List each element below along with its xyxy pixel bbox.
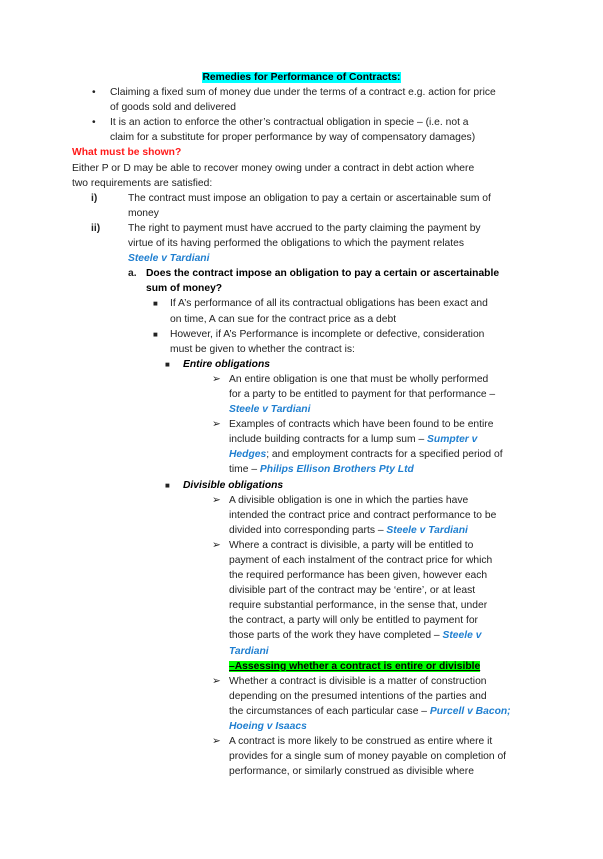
arrow-bullet-item — [0, 372, 603, 417]
text-segment: divided into corresponding parts – — [229, 524, 387, 536]
case-citation: Steele v Tardiani — [128, 253, 210, 265]
list-marker: a. — [128, 268, 137, 280]
case-citation: Hoeing v Isaacs — [229, 721, 307, 733]
text-line — [0, 764, 603, 779]
line-text — [183, 478, 283, 493]
text-line — [0, 432, 603, 447]
list-marker: ■ — [165, 359, 170, 369]
arrow-bullet-item — [0, 417, 603, 477]
text-line — [0, 674, 603, 689]
text-segment: Divisible obligations — [183, 479, 284, 491]
line-text — [72, 145, 181, 160]
text-line — [0, 327, 603, 342]
numbered-requirement — [0, 191, 603, 221]
list-marker: • — [92, 87, 96, 99]
line-text — [170, 312, 396, 327]
text-segment: Entire obligations — [183, 358, 270, 370]
line-text — [229, 523, 468, 538]
text-segment: The contract must impose an obligation to pay a certain or ascertainable sum of — [128, 192, 491, 204]
text-segment: An entire obligation is one that must be wholly performed — [229, 373, 489, 385]
text-line — [0, 221, 603, 236]
text-line — [0, 523, 603, 538]
text-line — [0, 161, 603, 176]
line-text — [229, 659, 480, 674]
text-line — [0, 447, 603, 462]
text-segment: the required performance has been given, however each — [229, 570, 488, 582]
text-line — [0, 100, 603, 115]
text-line — [0, 130, 603, 145]
text-segment: ; and employment contracts for a specified period of — [266, 449, 503, 461]
text-line — [0, 251, 603, 266]
text-segment: What must be shown? — [72, 147, 182, 159]
document-title — [0, 70, 603, 85]
list-marker: • — [92, 117, 96, 129]
list-marker: ➢ — [212, 736, 221, 748]
list-marker: ■ — [165, 480, 170, 490]
line-text — [229, 644, 269, 659]
line-text — [72, 176, 212, 191]
case-citation: Hedges — [229, 449, 267, 461]
text-line — [0, 296, 603, 311]
arrow-bullet-item — [0, 538, 603, 659]
line-text — [128, 251, 209, 266]
text-line — [0, 719, 603, 734]
text-line — [0, 644, 603, 659]
text-segment: of goods sold and delivered — [110, 102, 236, 114]
line-text — [229, 372, 488, 387]
text-line — [0, 704, 603, 719]
text-line — [0, 568, 603, 583]
line-text — [229, 613, 478, 628]
text-line — [0, 176, 603, 191]
list-marker: ➢ — [212, 494, 221, 506]
text-segment: Does the contract impose an obligation to pay a certain or ascertainable — [146, 268, 500, 280]
text-line — [0, 281, 603, 296]
line-text — [128, 191, 491, 206]
arrow-bullet-item — [0, 734, 603, 779]
line-text — [229, 583, 475, 598]
list-marker: ➢ — [212, 539, 221, 551]
text-segment: two requirements are satisfied: — [72, 177, 213, 189]
text-segment: depending on the presumed intentions of the parties and — [229, 690, 487, 702]
text-segment: must be given to whether the contract is: — [170, 343, 355, 355]
line-text — [229, 568, 487, 583]
sub-question — [0, 266, 603, 296]
line-text — [110, 85, 496, 100]
text-segment: divisible part of the contract may be ‘entire’, or at least — [229, 585, 476, 597]
text-segment: require substantial performance, in the sense that, under — [229, 600, 488, 612]
line-text — [229, 674, 487, 689]
text-segment: on time, A can sue for the contract price as a debt — [170, 313, 397, 325]
text-segment: It is an action to enforce the other’s contractual obligation in specie – (i.e. not a — [110, 117, 469, 129]
line-text — [170, 342, 355, 357]
text-line — [0, 372, 603, 387]
line-text — [72, 161, 474, 176]
case-citation: Steele v — [442, 630, 482, 642]
text-segment: The right to payment must have accrued to the party claiming the payment by — [128, 222, 481, 234]
text-line — [0, 689, 603, 704]
list-marker: ■ — [153, 329, 158, 339]
text-line — [0, 659, 603, 674]
text-segment: –Assessing whether a contract is entire or divisible — [229, 660, 481, 672]
line-text — [229, 417, 493, 432]
line-text — [128, 236, 464, 251]
line-text — [110, 115, 469, 130]
line-text — [229, 538, 473, 553]
line-text — [229, 734, 492, 749]
text-segment: Whether a contract is divisible is a matter of construction — [229, 675, 487, 687]
text-line — [0, 553, 603, 568]
line-text — [229, 387, 495, 402]
text-line — [0, 493, 603, 508]
case-citation: Steele v Tardiani — [386, 524, 468, 536]
text-line — [0, 508, 603, 523]
text-segment: those parts of the work they have completed – — [229, 630, 443, 642]
obligation-type-heading — [0, 357, 603, 372]
text-segment: A contract is more likely to be construed as entire where it — [229, 736, 493, 748]
text-segment: performance, or similarly construed as divisible where — [229, 766, 474, 778]
text-line — [0, 478, 603, 493]
text-line — [0, 266, 603, 281]
line-text — [229, 493, 468, 508]
text-line — [0, 613, 603, 628]
line-text — [0, 70, 603, 85]
line-text — [146, 281, 222, 296]
text-segment: Where a contract is divisible, a party will be entitled to — [229, 539, 474, 551]
square-bullet-item — [0, 327, 603, 357]
arrow-bullet-item — [0, 674, 603, 734]
text-line — [0, 417, 603, 432]
text-segment: Remedies for Performance of Contracts: — [202, 72, 401, 83]
line-text — [229, 508, 496, 523]
numbered-requirement — [0, 221, 603, 266]
list-marker: ■ — [153, 299, 158, 309]
text-segment: include building contracts for a lump sum – — [229, 434, 428, 446]
line-text — [229, 628, 481, 643]
line-text — [229, 719, 307, 734]
text-segment: Claiming a fixed sum of money due under the terms of a contract e.g. action for price — [110, 87, 496, 99]
bullet-item — [0, 85, 603, 115]
text-line — [0, 115, 603, 130]
line-text — [229, 598, 487, 613]
text-line — [0, 749, 603, 764]
case-citation: Philips Ellison Brothers Pty Ltd — [259, 464, 414, 476]
text-line — [0, 70, 603, 85]
line-text — [229, 447, 503, 462]
text-line — [0, 598, 603, 613]
case-citation: Steele v Tardiani — [229, 404, 311, 416]
text-segment: A divisible obligation is one in which the parties have — [229, 494, 469, 506]
text-line — [0, 357, 603, 372]
text-line — [0, 538, 603, 553]
text-line — [0, 191, 603, 206]
text-line — [0, 236, 603, 251]
line-text — [128, 206, 159, 221]
text-segment: the circumstances of each particular case – — [229, 705, 430, 717]
list-marker: ➢ — [212, 373, 221, 385]
square-bullet-item — [0, 296, 603, 326]
line-text — [229, 764, 474, 779]
line-text — [229, 749, 506, 764]
text-line — [0, 462, 603, 477]
list-marker: i) — [91, 192, 98, 204]
line-text — [110, 100, 236, 115]
line-text — [229, 402, 310, 417]
text-line — [0, 312, 603, 327]
text-segment: claim for a substitute for proper performance by way of compensatory damages) — [110, 132, 476, 144]
text-line — [0, 342, 603, 357]
section-heading — [0, 145, 603, 160]
text-segment: virtue of its having performed the obligations to which the payment relates — [128, 238, 464, 250]
text-segment: for a party to be entitled to payment for that performance – — [229, 388, 496, 400]
text-segment: Examples of contracts which have been found to be entire — [229, 419, 494, 431]
line-text — [183, 357, 270, 372]
text-segment: sum of money? — [146, 283, 223, 295]
line-text — [229, 704, 511, 719]
list-marker: ii) — [91, 222, 101, 234]
case-citation: Tardiani — [229, 645, 269, 657]
line-text — [170, 327, 484, 342]
line-text — [110, 130, 475, 145]
line-text — [229, 462, 414, 477]
text-segment: the contract, a party will only be entitled to payment for — [229, 615, 478, 627]
text-line — [0, 583, 603, 598]
document-page — [0, 70, 603, 779]
text-segment: money — [128, 207, 159, 219]
line-text — [229, 553, 492, 568]
text-line — [0, 402, 603, 417]
text-segment: However, if A’s Performance is incomplete or defective, consideration — [170, 328, 485, 340]
arrow-bullet-item — [0, 493, 603, 538]
case-citation: Sumpter v — [427, 434, 478, 446]
paragraph — [0, 161, 603, 191]
text-segment: provides for a single sum of money payable on completion of — [229, 751, 507, 763]
obligation-type-heading — [0, 478, 603, 493]
text-line — [0, 85, 603, 100]
line-text — [170, 296, 488, 311]
text-segment: payment of each instalment of the contract price for which — [229, 555, 493, 566]
case-citation: Purcell v Bacon; — [429, 705, 511, 717]
text-segment: If A’s performance of all its contractual obligations has been exact and — [170, 298, 488, 310]
list-marker: ➢ — [212, 419, 221, 431]
text-line — [0, 734, 603, 749]
line-text — [128, 221, 481, 236]
line-text — [229, 689, 487, 704]
list-marker: ➢ — [212, 675, 221, 687]
text-segment: Either P or D may be able to recover money owing under a contract in debt action where — [72, 162, 475, 174]
line-text — [229, 432, 477, 447]
text-segment: time – — [229, 464, 260, 476]
line-text — [146, 266, 499, 281]
text-line — [0, 206, 603, 221]
text-line — [0, 387, 603, 402]
highlighted-subheading — [0, 659, 603, 674]
text-line — [0, 628, 603, 643]
bullet-item — [0, 115, 603, 145]
text-line — [0, 145, 603, 160]
text-segment: intended the contract price and contract performance to be — [229, 509, 497, 521]
